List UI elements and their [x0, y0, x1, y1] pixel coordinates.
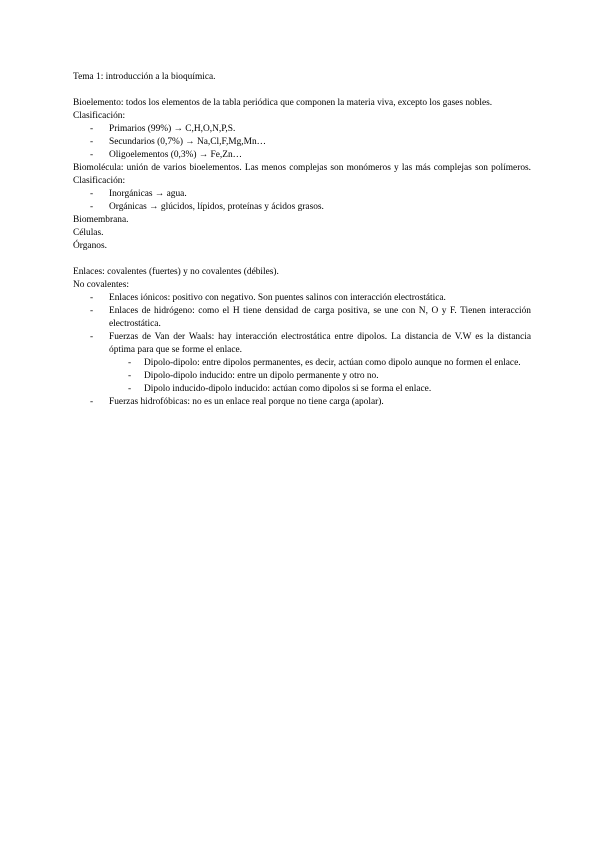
- dash-bullet: -: [90, 306, 94, 316]
- biomembrana-line: Biomembrana.: [73, 215, 129, 225]
- organos-line: Órganos.: [73, 241, 107, 251]
- enlaces-intro: Enlaces: covalentes (fuertes) y no covalentes (débiles).: [73, 267, 279, 277]
- sub-list-item: - Dipolo inducido-dipolo inducido: actúan como dipolos si se forma el enlace.: [128, 384, 432, 394]
- document-title: Tema 1: introducción a la bioquímica.: [73, 72, 216, 82]
- list-item: - Primarios (99%) → C,H,O,N,P,S.: [90, 124, 236, 134]
- list-item: - Inorgánicas → agua.: [90, 189, 187, 199]
- document-page: [73, 71, 531, 409]
- dash-bullet: -: [90, 137, 94, 147]
- dash-bullet: -: [128, 358, 132, 368]
- celulas-line: Células.: [73, 228, 104, 238]
- dash-bullet: -: [90, 293, 94, 303]
- dash-bullet: -: [90, 150, 94, 160]
- list-item: - Enlaces iónicos: positivo con negativo. Son puentes salinos con interacción electrostática.: [90, 293, 446, 303]
- spacer: [73, 84, 531, 97]
- spacer: [73, 253, 531, 266]
- dash-bullet: -: [128, 384, 132, 394]
- sub-list-item: - Dipolo-dipolo: entre dipolos permanentes, es decir, actúan como dipolo aunque no formen el enlace.: [128, 358, 521, 368]
- biomolecula-definition: Biomolécula: unión de varios bioelementos. Las menos complejas son monómeros y las más complejas son polímeros. Clasificación:: [73, 163, 531, 186]
- list-item: - Fuerzas hidrofóbicas: no es un enlace real porque no tiene carga (apolar).: [90, 397, 384, 407]
- dash-bullet: -: [90, 397, 94, 407]
- list-item: - Orgánicas → glúcidos, lípidos, proteínas y ácidos grasos.: [90, 202, 324, 212]
- bioelemento-definition: Bioelemento: todos los elementos de la tabla periódica que componen la materia viva, excepto los gases nobles.: [73, 98, 493, 108]
- dash-bullet: -: [90, 332, 94, 342]
- dash-bullet: -: [90, 124, 94, 134]
- dash-bullet: -: [128, 371, 132, 381]
- list-item: - Fuerzas de Van der Waals: hay interacción electrostática entre dipolos. La distancia de V.W es la distancia óptima para que se forme el enlace.: [90, 332, 531, 355]
- no-covalentes-label: No covalentes:: [73, 280, 129, 290]
- list-item: - Enlaces de hidrógeno: como el H tiene densidad de carga positiva, se une con N, O y F. Tienen interacción electrostática.: [90, 306, 531, 329]
- dash-bullet: -: [90, 202, 94, 212]
- list-item: - Secundarios (0,7%) → Na,Cl,F,Mg,Mn…: [90, 137, 267, 147]
- list-item: - Oligoelementos (0,3%) → Fe,Zn…: [90, 150, 243, 160]
- dash-bullet: -: [90, 189, 94, 199]
- sub-list-item: - Dipolo-dipolo inducido: entre un dipolo permanente y otro no.: [128, 371, 379, 381]
- clasificacion-label: Clasificación:: [73, 111, 126, 121]
